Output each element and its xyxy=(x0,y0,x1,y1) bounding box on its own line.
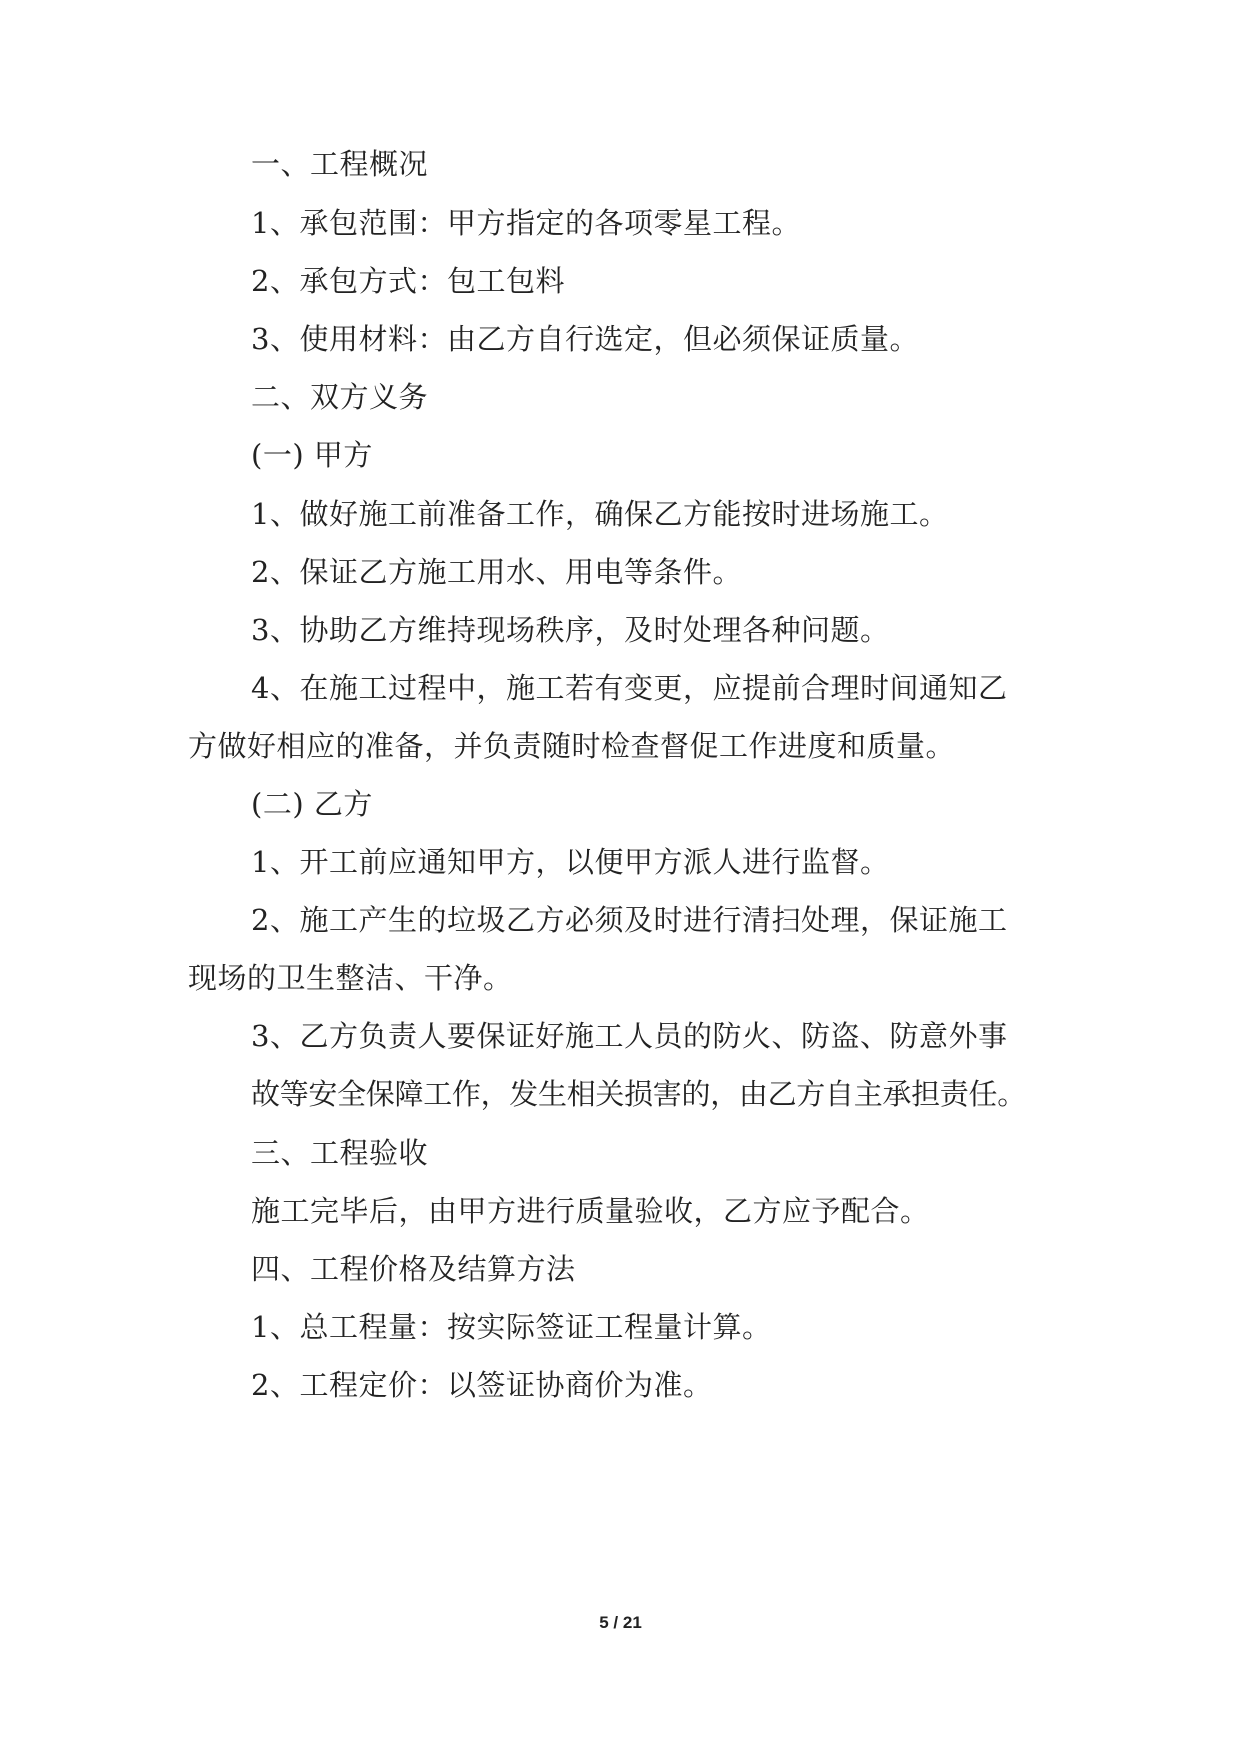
subsection-heading-party-b: (二) 乙方 xyxy=(251,787,373,821)
paragraph-line: 2、承包方式：包工包料 xyxy=(251,264,565,298)
paragraph-line: 3、使用材料：由乙方自行选定，但必须保证质量。 xyxy=(251,322,919,356)
subsection-heading-party-a: (一) 甲方 xyxy=(251,438,373,472)
paragraph-line-continued: 方做好相应的准备，并负责随时检查督促工作进度和质量。 xyxy=(188,729,956,763)
paragraph-line: 4、在施工过程中，施工若有变更，应提前合理时间通知乙 xyxy=(251,671,1008,705)
page-number-footer xyxy=(0,1613,1241,1633)
paragraph-line: 施工完毕后，由甲方进行质量验收，乙方应予配合。 xyxy=(251,1194,930,1228)
paragraph-line: 2、工程定价：以签证协商价为准。 xyxy=(251,1368,713,1402)
paragraph-line: 1、做好施工前准备工作，确保乙方能按时进场施工。 xyxy=(251,497,949,531)
page-separator: / xyxy=(613,1613,619,1632)
page-total: 21 xyxy=(622,1613,642,1632)
paragraph-line: 2、保证乙方施工用水、用电等条件。 xyxy=(251,555,742,589)
section-heading-3: 三、工程验收 xyxy=(251,1136,429,1170)
paragraph-line-continued: 故等安全保障工作，发生相关损害的，由乙方自主承担责任。 xyxy=(251,1077,1026,1111)
paragraph-line: 3、协助乙方维持现场秩序，及时处理各种问题。 xyxy=(251,613,890,647)
paragraph-line-continued: 现场的卫生整洁、干净。 xyxy=(188,961,513,995)
paragraph-line: 3、乙方负责人要保证好施工人员的防火、防盗、防意外事 xyxy=(251,1019,1008,1053)
paragraph-line: 1、总工程量：按实际签证工程量计算。 xyxy=(251,1310,772,1344)
page-number: 5 xyxy=(599,1613,609,1632)
section-heading-1: 一、工程概况 xyxy=(251,147,429,181)
paragraph-line: 1、开工前应通知甲方，以便甲方派人进行监督。 xyxy=(251,845,890,879)
section-heading-4: 四、工程价格及结算方法 xyxy=(251,1252,576,1286)
section-heading-2: 二、双方义务 xyxy=(251,380,429,414)
paragraph-line: 1、承包范围：甲方指定的各项零星工程。 xyxy=(251,206,801,240)
paragraph-line: 2、施工产生的垃圾乙方必须及时进行清扫处理，保证施工 xyxy=(251,903,1008,937)
